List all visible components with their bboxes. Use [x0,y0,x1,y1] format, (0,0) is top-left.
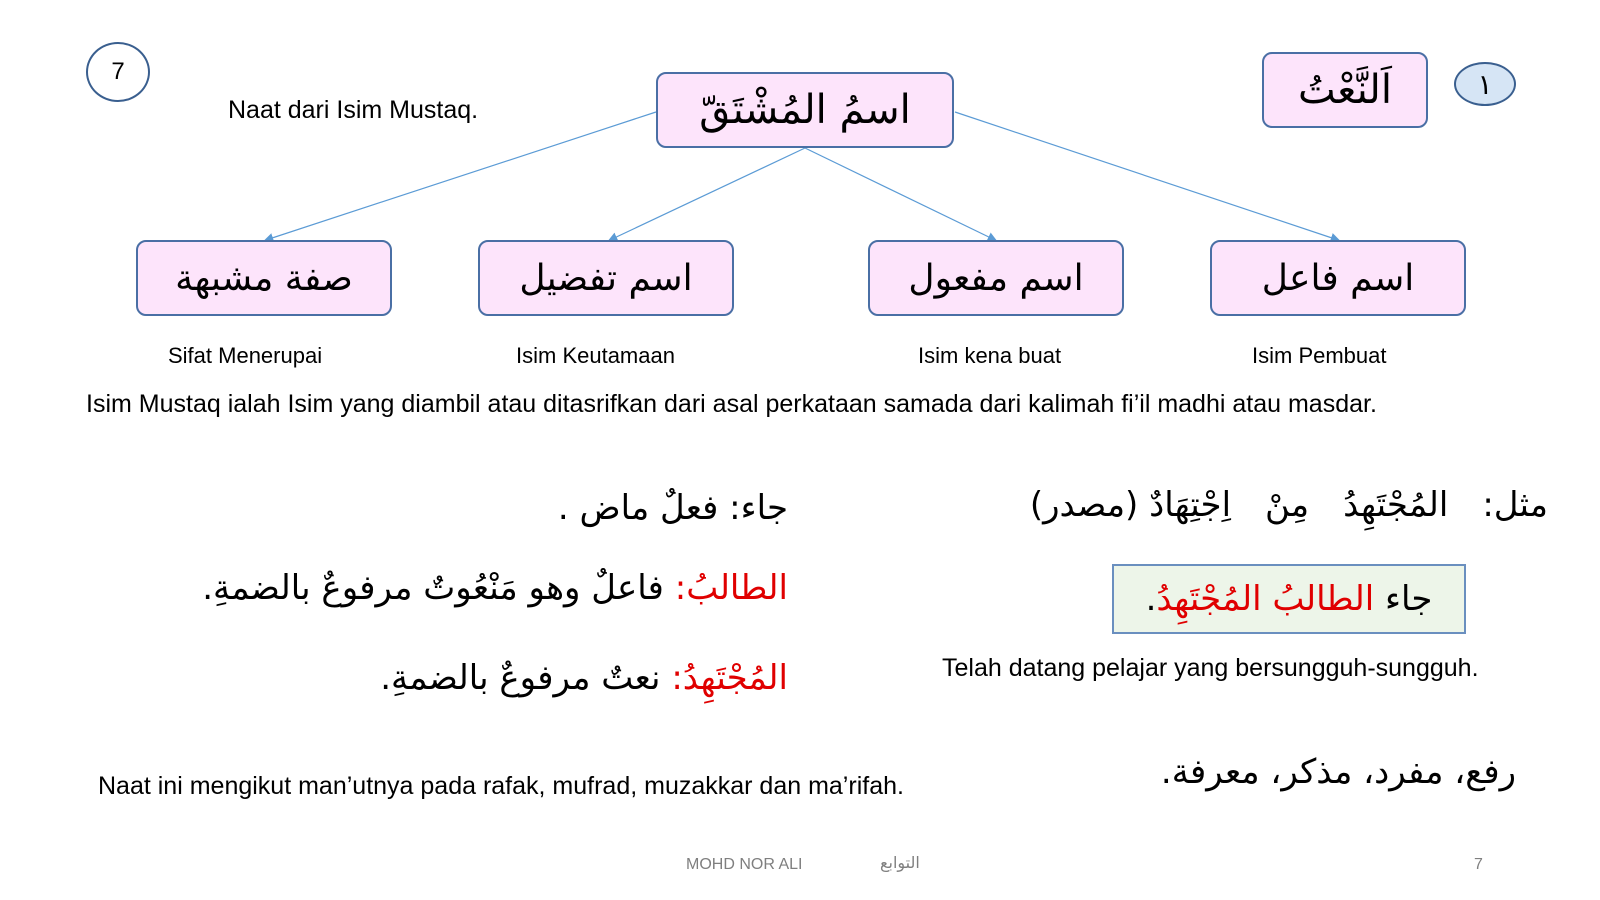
definition-text: Isim Mustaq ialah Isim yang diambil atau ditasrifkan dari asal perkataan samada dari kalimah fi’il madhi atau masdar. [86,390,1377,418]
example-word: المُجْتَهِدُ [1343,485,1449,525]
branch-label: صفة مشبهة [175,257,353,299]
agreement-arabic: رفع، مفرد، مذكر، معرفة. [1160,752,1516,792]
example-line [1030,485,1548,525]
example-label: مثل: [1482,485,1548,525]
analysis-term: الطالبُ: [674,568,788,608]
branch-ism-mafool [868,240,1124,316]
analysis-row-adjective [380,658,788,698]
example-sentence-box [1112,564,1466,634]
subtitle: Naat dari Isim Mustaq. [228,96,479,124]
example-source: اِجْتِهَادٌ (مصدر) [1029,485,1232,525]
branch-label: اسم تفضيل [519,257,693,299]
title-box [1262,52,1428,128]
root-node-label: اسمُ المُشْتَقّ [699,87,911,133]
connector-fail [955,112,1338,240]
analysis-row-subject [202,568,788,608]
analysis-text: جاء: فعلٌ ماض . [557,488,788,528]
branch-translation-sifat: Sifat Menerupai [168,343,323,368]
footer-topic: التوابع [880,853,920,872]
connector-mafool [805,148,995,240]
sentence-subject-adjective: الطالبُ المُجْتَهِدُ [1156,579,1375,619]
example-translation: Telah datang pelajar yang bersungguh-sungguh. [942,654,1479,682]
sentence-end: . [1145,579,1157,619]
analysis-text: نعتٌ مرفوعٌ بالضمةِ. [380,658,661,698]
analysis-row-verb [558,488,788,528]
slide-number-badge: 7 [86,42,150,102]
section-number-badge [1454,62,1516,106]
branch-ism-tafdil [478,240,734,316]
footer-author: MOHD NOR ALI [686,856,803,873]
branch-ism-fail [1210,240,1466,316]
footer-page: 7 [1474,856,1483,873]
connector-sifat [266,112,656,240]
example-from: مِنْ [1265,485,1310,525]
branch-translation-fail: Isim Pembuat [1252,343,1387,368]
agreement-note: Naat ini mengikut man’utnya pada rafak, mufrad, muzakkar dan ma’rifah. [98,772,904,800]
branch-translation-mafool: Isim kena buat [918,343,1062,368]
example-sentence [1146,579,1433,619]
branch-label: اسم فاعل [1261,257,1415,299]
branch-sifat-mushabbaha [136,240,392,316]
analysis-text: فاعلٌ وهو مَنْعُوتٌ مرفوعٌ بالضمةِ. [202,568,664,608]
connector-tafdil [610,148,805,240]
branch-translation-tafdil: Isim Keutamaan [516,343,675,368]
section-number-text: ١ [1477,67,1493,101]
branch-label: اسم مفعول [908,257,1084,299]
sentence-verb: جاء [1385,579,1433,619]
title-arabic: اَلنَّعْتُ [1298,67,1392,113]
root-node [656,72,954,148]
analysis-term: المُجْتَهِدُ: [671,658,788,698]
